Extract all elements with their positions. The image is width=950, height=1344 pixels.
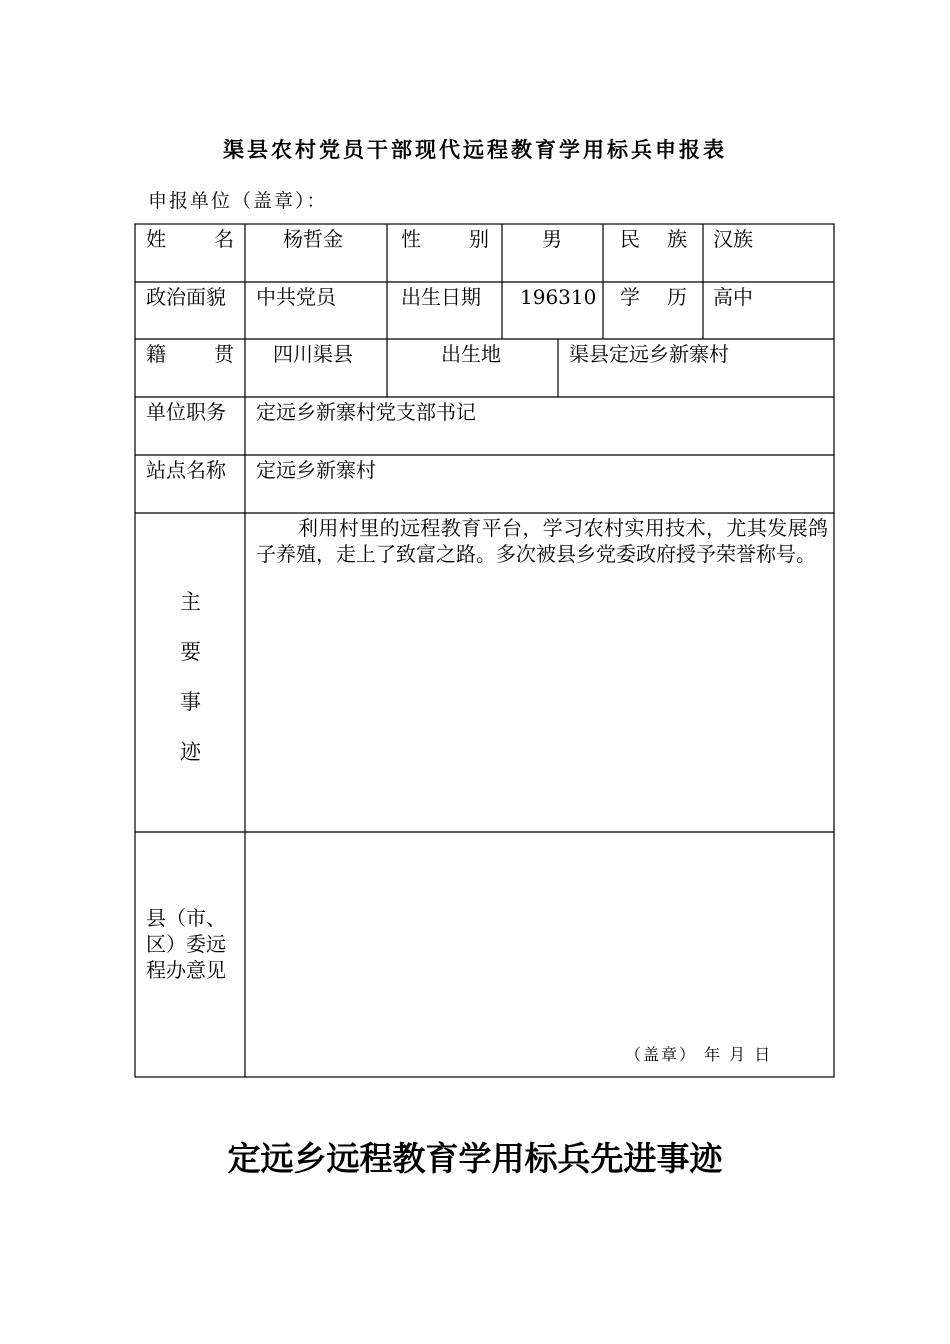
gender-label — [401, 226, 489, 252]
birthplace-value: 渠县定远乡新寨村 — [569, 342, 729, 366]
section-heading: 定远乡远程教育学用标兵先进事迹 — [227, 1139, 723, 1178]
gender-value: 男 — [542, 227, 562, 251]
form-title: 渠县农村党员干部现代远程教育学用标兵申报表 — [223, 138, 727, 162]
name-label-c1: 姓 — [146, 227, 166, 251]
ethnicity-label-c2: 族 — [667, 227, 687, 251]
birthdate-label: 出生日期 — [401, 285, 481, 309]
deeds-label-char-4: 迹 — [180, 740, 201, 764]
native-label-c1: 籍 — [146, 342, 166, 366]
deeds-label-char-1: 主 — [180, 590, 201, 614]
native-label — [146, 341, 234, 367]
education-value: 高中 — [713, 285, 753, 309]
ethnicity-value: 汉族 — [713, 227, 753, 251]
name-value: 杨哲金 — [283, 227, 343, 251]
birthplace-label: 出生地 — [441, 342, 501, 366]
education-label-c1: 学 — [620, 285, 640, 309]
ethnicity-label-c1: 民 — [620, 227, 640, 251]
position-value: 定远乡新寨村党支部书记 — [256, 400, 476, 424]
name-label — [146, 226, 234, 252]
opinion-label: 县（市、区）委远程办意见 — [146, 906, 226, 982]
political-value: 中共党员 — [256, 285, 336, 309]
name-label-c2: 名 — [214, 227, 234, 251]
station-label: 站点名称 — [146, 458, 226, 482]
native-value: 四川渠县 — [273, 342, 353, 366]
deeds-label-char-3: 事 — [180, 690, 201, 714]
seal-date-line: （盖章） 年 月 日 — [625, 1045, 773, 1064]
reporting-unit-label: 申报单位（盖章）： — [148, 190, 328, 212]
gender-label-c1: 性 — [401, 227, 421, 251]
position-label: 单位职务 — [146, 400, 226, 424]
station-value: 定远乡新寨村 — [256, 458, 376, 482]
political-label: 政治面貌 — [146, 285, 226, 309]
deeds-label-char-2: 要 — [180, 640, 201, 664]
birthdate-value: 196310 — [520, 285, 597, 309]
native-label-c2: 贯 — [214, 342, 234, 366]
deeds-text: 利用村里的远程教育平台，学习农村实用技术，尤其发展鸽子养殖，走上了致富之路。多次被县乡党委政府授予荣誉称号。 — [256, 516, 828, 566]
education-label — [620, 284, 687, 310]
education-label-c2: 历 — [667, 285, 687, 309]
ethnicity-label — [620, 226, 687, 252]
gender-label-c2: 别 — [469, 227, 489, 251]
